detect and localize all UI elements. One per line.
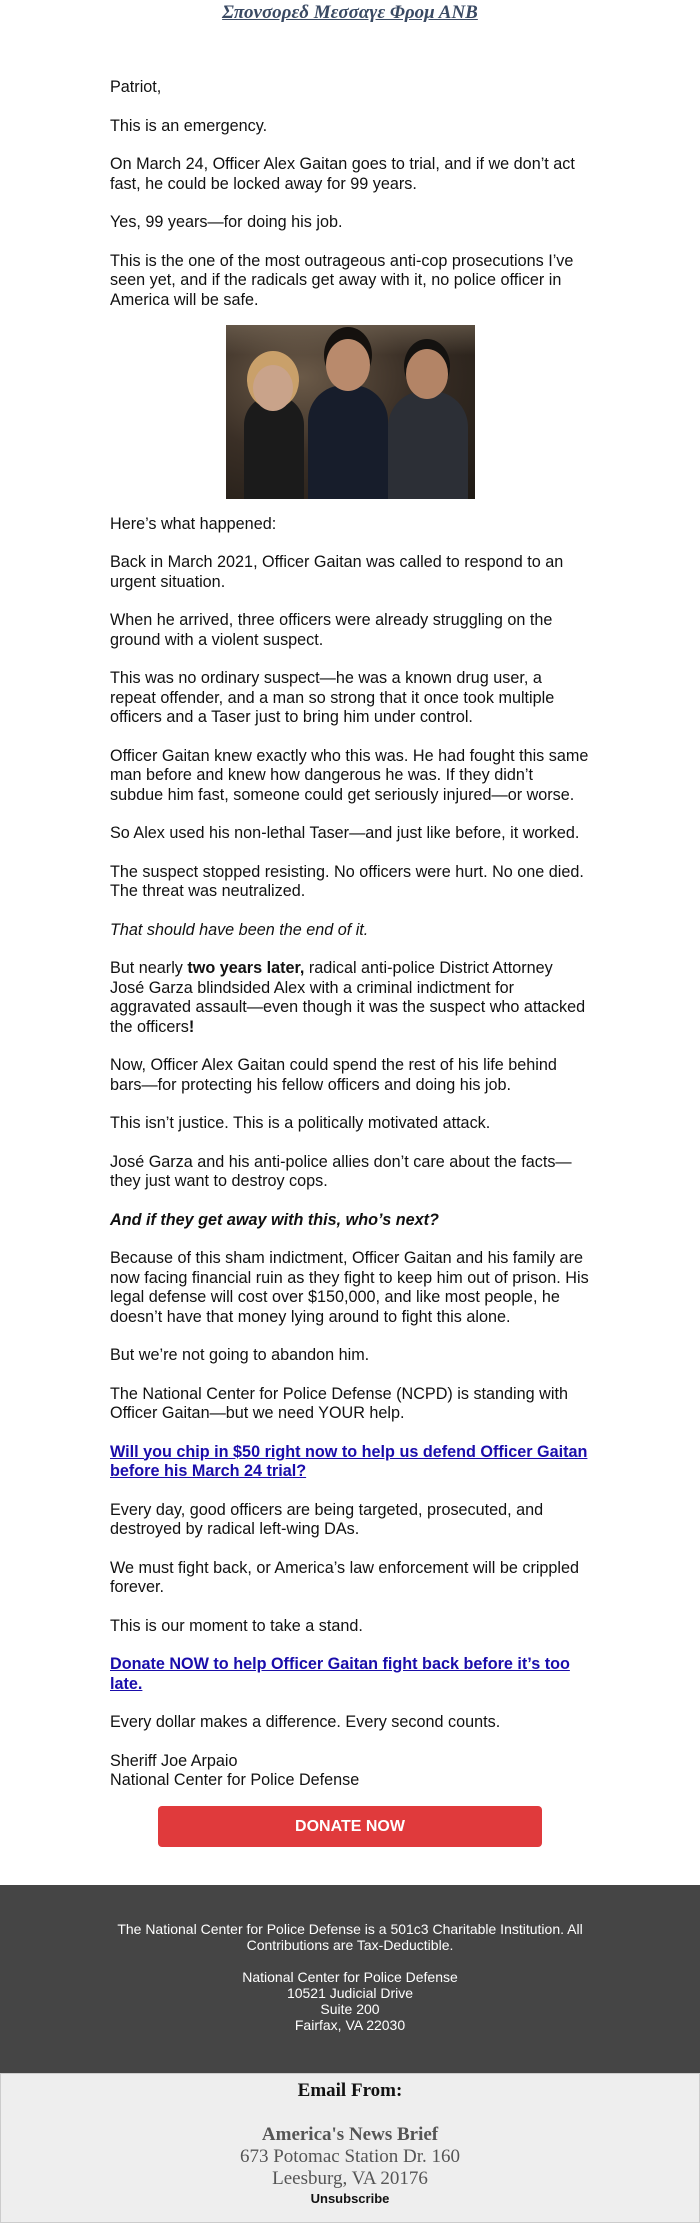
sender-name: America's News Brief — [261, 2123, 439, 2145]
footer-address — [80, 1969, 620, 2033]
paragraph: We must fight back, or America’s law enforcement will be crippled forever. — [110, 1558, 580, 1596]
text-run: radical anti-police District Attorney José Garza blindsided Alex with a criminal indictment for aggravated assault—even though it was the suspect who attacked the officers — [110, 959, 586, 1036]
signature-org: National Center for Police Defense — [110, 1771, 360, 1789]
photo-container — [110, 325, 590, 505]
unsubscribe-link[interactable]: Unsubscribe — [310, 2190, 390, 2206]
sender-label: Email From: — [297, 2079, 403, 2101]
paragraph: This is an emergency. — [110, 116, 268, 135]
donate-now-link[interactable]: Donate NOW to help Officer Gaitan fight back before it’s too late. — [110, 1655, 570, 1693]
paragraph — [110, 959, 590, 1037]
greeting: Patriot, — [110, 78, 162, 96]
donate-button-container — [0, 1806, 700, 1885]
bold-text: two years later, — [187, 959, 305, 977]
paragraph: This is the one of the most outrageous anti-cop prosecutions I’ve seen yet, and if the radicals get away with it, no police officer in America will be safe. — [110, 251, 574, 309]
paragraph: When he arrived, three officers were already struggling on the ground with a violent suspect. — [110, 611, 553, 649]
donate-link-paragraph — [110, 1655, 590, 1694]
paragraph: Yes, 99 years—for doing his job. — [110, 213, 343, 231]
paragraph: The suspect stopped resisting. No officers were hurt. No one died. The threat was neutralized. — [110, 862, 584, 900]
donate-now-button[interactable]: DONATE NOW — [158, 1806, 542, 1847]
sender-city: Leesburg, VA 20176 — [272, 2167, 428, 2189]
footer-disclaimer: The National Center for Police Defense is a 501c3 Charitable Institution. All Contributions are Tax-Deductible. — [117, 1920, 583, 1953]
paragraph: Here’s what happened: — [110, 514, 277, 533]
signature — [110, 1752, 590, 1791]
sponsor-header — [0, 0, 700, 46]
paragraph: The National Center for Police Defense (NCPD) is standing with Officer Gaitan—but we need YOUR help. — [110, 1384, 568, 1422]
donate-link-50[interactable]: Will you chip in $50 right now to help us defend Officer Gaitan before his March 24 trial? — [110, 1442, 588, 1480]
paragraph: Every dollar makes a difference. Every second counts. — [110, 1713, 501, 1731]
officer-family-photo — [226, 325, 475, 499]
signature-name: Sheriff Joe Arpaio — [110, 1751, 238, 1770]
email-body — [110, 46, 590, 1791]
paragraph: This was no ordinary suspect—he was a known drug user, a repeat offender, and a man so strong that it once took multiple officers and a Taser just to bring him under control. — [110, 669, 555, 726]
paragraph: This isn’t justice. This is a politically motivated attack. — [110, 1114, 491, 1132]
paragraph: Now, Officer Alex Gaitan could spend the rest of his life behind bars—for protecting his fellow officers and doing his job. — [110, 1056, 557, 1094]
paragraph: This is our moment to take a stand. — [110, 1616, 363, 1635]
paragraph: On March 24, Officer Alex Gaitan goes to trial, and if we don’t act fast, he could be locked away for 99 years. — [110, 155, 575, 193]
footer — [0, 1885, 700, 2073]
paragraph: So Alex used his non-lethal Taser—and just like before, it worked. — [110, 824, 580, 842]
paragraph: Every day, good officers are being targeted, prosecuted, and destroyed by radical left-wing DAs. — [110, 1500, 544, 1538]
footer-street: 10521 Judicial Drive — [286, 1984, 414, 2001]
footer-org: National Center for Police Defense — [242, 1968, 458, 1985]
footer-city: Fairfax, VA 22030 — [294, 2016, 406, 2033]
text-run: But nearly — [110, 959, 188, 977]
paragraph: Because of this sham indictment, Officer Gaitan and his family are now facing financial ruin as they fight to keep him out of prison. His legal defense will cost over $150,000, and like most people, he doesn’t have that money lying around to fight this alone. — [110, 1249, 589, 1326]
paragraph: José Garza and his anti-police allies don’t care about the facts—they just want to destroy cops. — [110, 1152, 572, 1190]
sponsor-link[interactable]: Σπονσορεδ Μεσσαγε Φρομ ΑΝΒ — [222, 2, 478, 23]
sender-block — [0, 2073, 700, 2223]
bold-exclamation: ! — [188, 1017, 195, 1036]
donate-link-paragraph — [110, 1443, 590, 1482]
footer-suite: Suite 200 — [320, 2000, 380, 2017]
paragraph: But we’re not going to abandon him. — [110, 1346, 370, 1364]
paragraph: Officer Gaitan knew exactly who this was. He had fought this same man before and knew how dangerous he was. If they didn’t subdue him fast, someone could get seriously injured—or worse. — [110, 746, 589, 804]
paragraph: Back in March 2021, Officer Gaitan was called to respond to an urgent situation. — [110, 553, 564, 591]
sender-street: 673 Potomac Station Dr. 160 — [239, 2145, 461, 2167]
italic-paragraph: That should have been the end of it. — [110, 920, 369, 939]
bold-italic-paragraph: And if they get away with this, who’s next? — [110, 1210, 439, 1229]
